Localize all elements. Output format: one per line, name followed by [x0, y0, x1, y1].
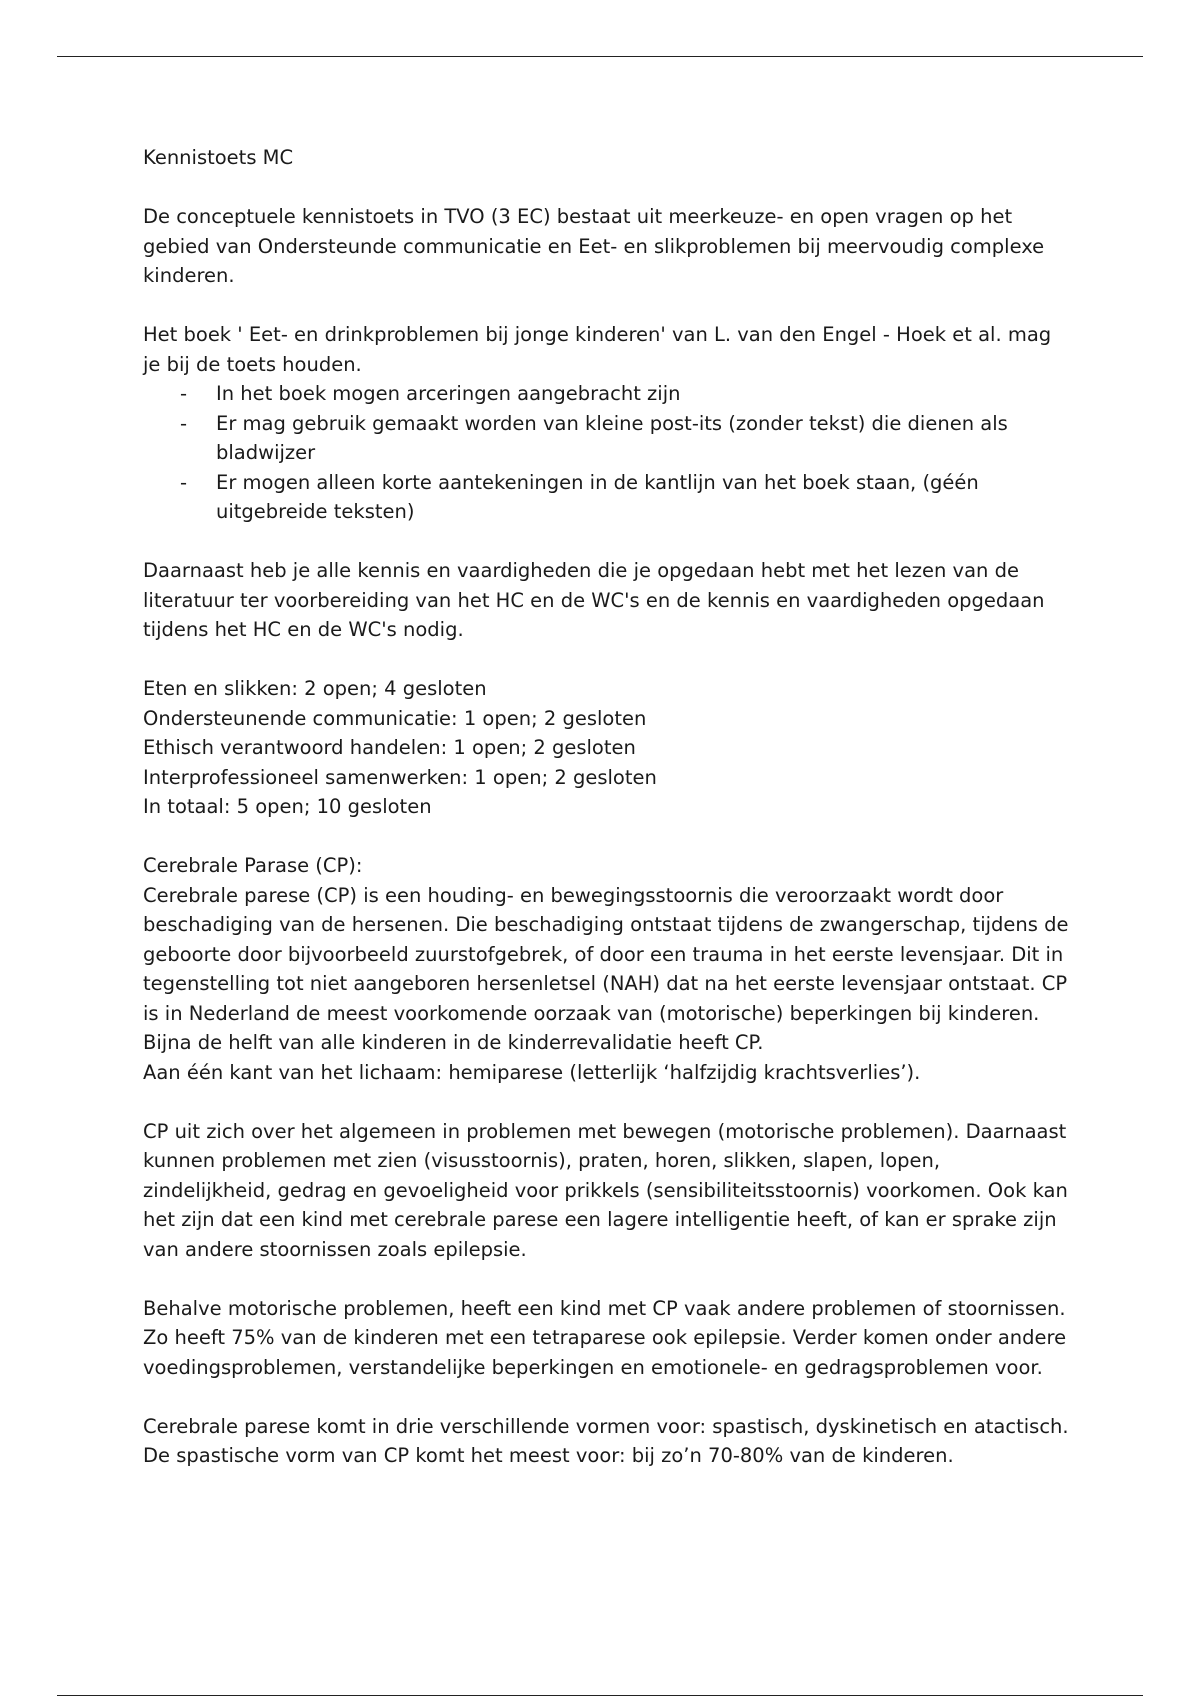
spacer [143, 822, 1073, 852]
spacer [143, 173, 1073, 203]
spacer [143, 645, 1073, 675]
distribution-line: Eten en slikken: 2 open; 4 gesloten [143, 677, 487, 700]
book-conditions-list [143, 379, 1073, 527]
list-item: - In het boek mogen arceringen aangebracht zijn [143, 379, 1073, 409]
document-body [143, 143, 1073, 1471]
question-distribution [143, 674, 1073, 822]
spacer [143, 291, 1073, 321]
cp-symptoms-paragraph: CP uit zich over het algemeen in problemen met bewegen (motorische problemen). Daarnaast kunnen problemen met zien (visusstoornis), praten, horen, slikken, slapen, lopen, zindelijkheid, gedrag en gevoeligheid voor prikkels (sensibiliteitsstoornis) voorkomen. Ook kan het zijn dat een kind met cerebrale parese een lagere intelligentie heeft, of kan er sprake zijn van andere stoornissen zoals epilepsie. [143, 1119, 1068, 1261]
spacer [143, 1382, 1073, 1412]
cp-heading: Cerebrale Parase (CP): [143, 854, 363, 877]
distribution-line: Ondersteunende communicatie: 1 open; 2 gesloten [143, 706, 647, 730]
spacer [143, 1087, 1073, 1117]
document-title: Kennistoets MC [143, 146, 294, 169]
distribution-line: Interprofessioneel samenwerken: 1 open; 2 gesloten [143, 765, 657, 789]
book-rule-paragraph: Het boek ' Eet- en drinkproblemen bij jonge kinderen' van L. van den Engel - Hoek et al. mag je bij de toets houden. [143, 323, 1052, 376]
knowledge-paragraph: Daarnaast heb je alle kennis en vaardigheden die je opgedaan hebt met het lezen van de literatuur ter voorbereiding van het HC en de WC's en de kennis en vaardigheden opgedaan tijdens het HC en de WC's nodig. [143, 559, 1045, 641]
cp-forms-paragraph: Cerebrale parese komt in drie verschillende vormen voor: spastisch, dyskinetisch en atactisch. De spastische vorm van CP komt het meest voor: bij zo’n 70-80% van de kinderen. [143, 1414, 1069, 1467]
page-top-rule [57, 56, 1143, 57]
distribution-total: In totaal: 5 open; 10 gesloten [143, 795, 432, 818]
spacer [143, 1264, 1073, 1294]
cp-hemiparese-line: Aan één kant van het lichaam: hemiparese (letterlijk ‘halfzijdig krachtsverlies’). [143, 1060, 921, 1084]
list-item: - Er mag gebruik gemaakt worden van kleine post-its (zonder tekst) die dienen als bladwijzer [143, 409, 1073, 468]
page-bottom-rule [57, 1695, 1143, 1696]
list-item: - Er mogen alleen korte aantekeningen in de kantlijn van het boek staan, (géén uitgebreide teksten) [143, 468, 1073, 527]
intro-paragraph: De conceptuele kennistoets in TVO (3 EC) bestaat uit meerkeuze- en open vragen op het gebied van Ondersteunde communicatie en Eet- en slikproblemen bij meervoudig complexe kinderen. [143, 205, 1045, 287]
spacer [143, 527, 1073, 557]
cp-other-problems-paragraph: Behalve motorische problemen, heeft een kind met CP vaak andere problemen of stoornissen. Zo heeft 75% van de kinderen met een tetraparese ook epilepsie. Verder komen onder andere voedingsproblemen, verstandelijke beperkingen en emotionele- en gedragsproblemen voor. [143, 1296, 1067, 1379]
cp-definition-paragraph: Cerebrale parese (CP) is een houding- en bewegingsstoornis die veroorzaakt wordt door beschadiging van de hersenen. Die beschadiging ontstaat tijdens de zwangerschap, tijdens de geboorte door bijvoorbeeld zuurstofgebrek, of door een trauma in het eerste levensjaar. Dit in tegenstelling tot niet aangeboren hersenletsel (NAH) dat na het eerste levensjaar ontstaat. CP is in Nederland de meest voorkomende oorzaak van (motorische) beperkingen bij kinderen. Bijna de helft van alle kinderen in de kinderrevalidatie heeft CP. [143, 883, 1069, 1054]
distribution-line: Ethisch verantwoord handelen: 1 open; 2 gesloten [143, 736, 636, 759]
